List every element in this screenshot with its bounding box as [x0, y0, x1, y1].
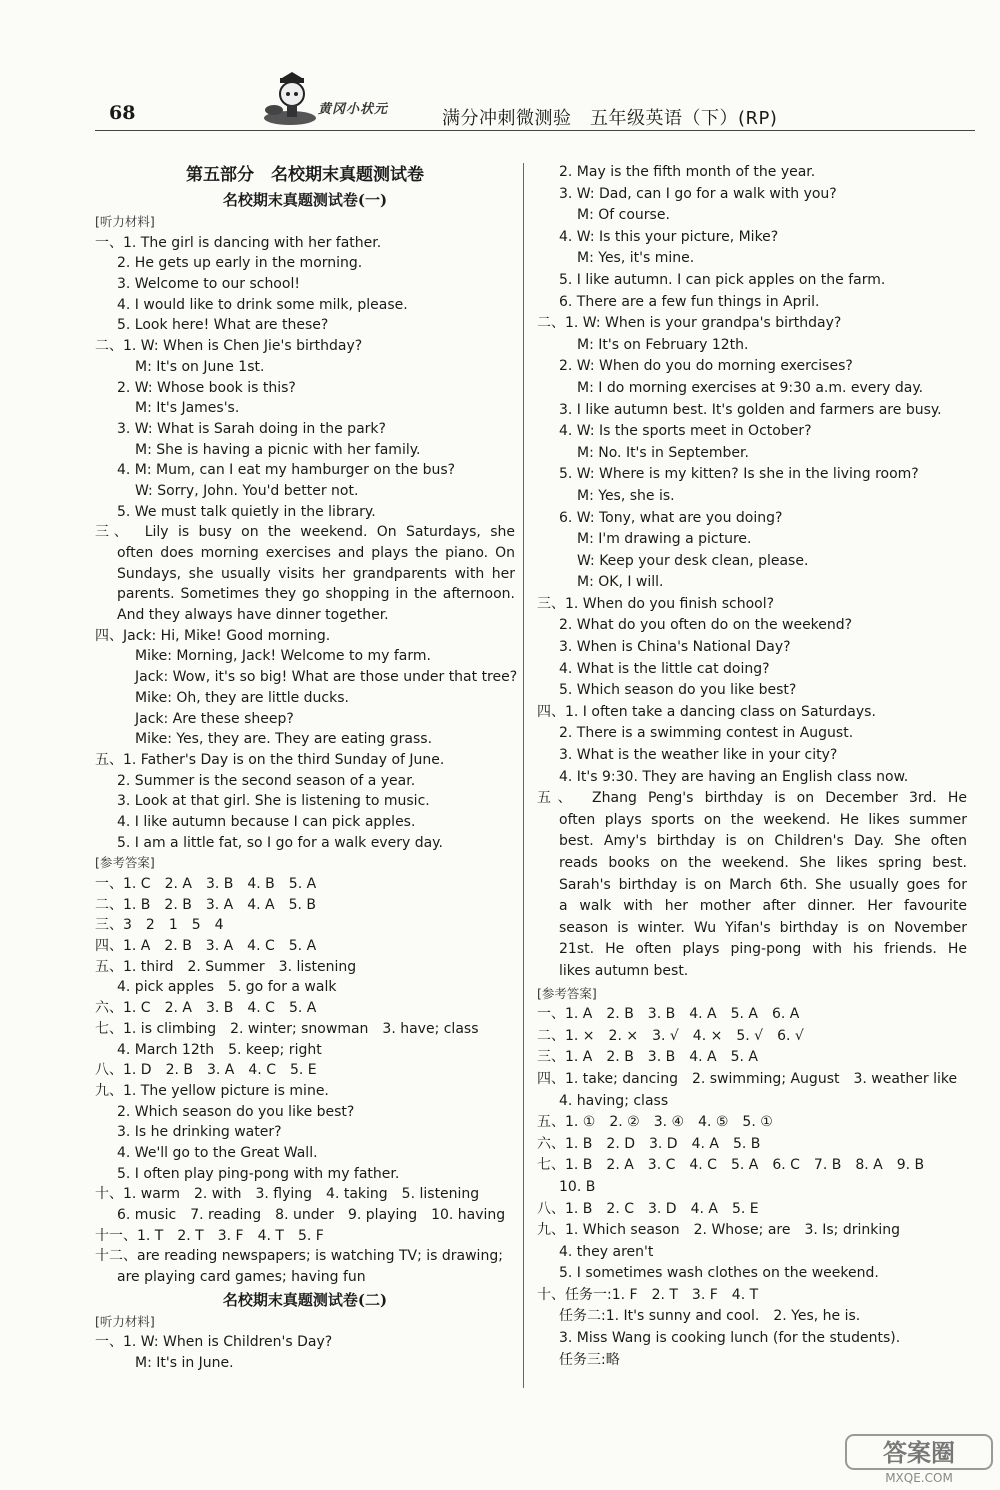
right-line-text: 一、1. A 2. B 3. B 4. A 5. A 6. A	[537, 1006, 800, 1023]
left-line-text: 2. He gets up early in the morning.	[117, 255, 363, 272]
left-line	[95, 750, 515, 771]
left-line-text: 5. I often play ping-pong with my father.	[117, 1165, 400, 1182]
right-line	[537, 1091, 967, 1113]
right-line-text: 6. There are a few fun things in April.	[559, 293, 820, 310]
left-line-text: 一、1. C 2. A 3. B 4. B 5. A	[95, 876, 317, 892]
left-line	[95, 1102, 515, 1123]
right-line	[537, 486, 967, 508]
right-line	[537, 400, 967, 422]
page-number: 68	[109, 102, 136, 124]
listening-material-tag: [听力材料]	[95, 214, 155, 229]
right-line	[537, 810, 967, 832]
right-line-text: 4. they aren't	[559, 1243, 654, 1260]
right-line-text: 六、1. B 2. D 3. D 4. A 5. B	[537, 1135, 761, 1152]
test2-title: 名校期末真题测试卷(二)	[222, 1290, 388, 1309]
left-line	[95, 1143, 515, 1164]
left-line-text: often does morning exercises and plays the piano. On	[117, 545, 515, 561]
right-line-text: W: Keep your desk clean, please.	[577, 552, 809, 569]
right-line	[537, 918, 967, 940]
left-line	[95, 357, 515, 378]
right-line-text: M: No. It's in September.	[577, 444, 749, 461]
left-line-text: 五、1. Father's Day is on the third Sunday of June.	[95, 751, 445, 768]
right-line	[537, 184, 967, 206]
left-line-text: 七、1. is climbing 2. winter; snowman 3. have; class	[95, 1020, 479, 1037]
left-line-text: 2. W: Whose book is this?	[117, 379, 296, 396]
right-line-text: likes autumn best.	[559, 962, 689, 979]
right-line-text: 5. Which season do you like best?	[559, 682, 797, 699]
right-line	[537, 1047, 967, 1069]
left-line-text: 三、3 2 1 5 4	[95, 917, 224, 934]
right-line	[537, 1004, 967, 1026]
right-line	[537, 1112, 967, 1134]
right-line-text: 2. What do you often do on the weekend?	[559, 617, 853, 634]
left-line	[95, 709, 515, 730]
left-line	[95, 791, 515, 812]
left-line-text: 3. Is he drinking water?	[117, 1124, 282, 1141]
right-line-text: [参考答案]	[537, 985, 597, 1001]
test1-title: 名校期末真题测试卷(一)	[222, 191, 388, 209]
right-line-text: 五、1. ① 2. ② 3. ④ 4. ⑤ 5. ①	[537, 1114, 773, 1131]
left-line	[95, 1060, 515, 1081]
left-line	[95, 895, 515, 916]
left-line	[95, 1184, 515, 1205]
left-line	[95, 688, 515, 709]
left2-line	[95, 1353, 515, 1374]
right-line	[537, 831, 967, 853]
right-line-text: 三、1. A 2. B 3. B 4. A 5. A	[537, 1049, 758, 1066]
right-line-text: 二、1. W: When is your grandpa's birthday?	[537, 315, 842, 332]
right-line-text: M: Yes, she is.	[577, 487, 675, 504]
right-line-text: 任务二:1. It's sunny and cool. 2. Yes, he is.	[559, 1308, 861, 1325]
right-line	[537, 788, 967, 810]
left-lines	[95, 233, 518, 1288]
left-line-text: 4. We'll go to the Great Wall.	[117, 1144, 318, 1161]
right-line	[537, 1199, 967, 1221]
left-line-text: M: She is having a picnic with her family.	[135, 441, 421, 458]
right-line	[537, 270, 967, 292]
right-line-text: 3. I like autumn best. It's golden and farmers are busy.	[559, 401, 942, 418]
right-line-text: 4. What is the little cat doing?	[559, 660, 770, 677]
left-line-text: are playing card games; having fun	[117, 1269, 366, 1286]
left-line-text: 2. Which season do you like best?	[117, 1103, 355, 1120]
right-line-text: 4. W: Is the sports meet in October?	[559, 423, 812, 440]
left2-line	[95, 1332, 515, 1353]
right-line-text: M: It's on February 12th.	[577, 336, 749, 353]
right-line-text: 任务三:略	[559, 1351, 620, 1368]
left-line	[95, 874, 515, 895]
right-line-text: season is winter. Wu Yifan's birthday is on November	[559, 919, 967, 936]
section-title: 第五部分 名校期末真题测试卷	[186, 165, 424, 185]
watermark-seal	[844, 1433, 994, 1485]
left-line	[95, 998, 515, 1019]
left-line-text: 4. I would like to drink some milk, please.	[117, 296, 408, 313]
left-line-text: Mike: Oh, they are little ducks.	[135, 689, 349, 706]
left-line	[95, 502, 515, 523]
right-line	[537, 205, 967, 227]
right-line	[537, 1069, 967, 1091]
left-line	[95, 315, 515, 336]
left-line	[95, 626, 515, 647]
left-line	[95, 233, 515, 254]
right-lines	[537, 162, 967, 1371]
right-line-text: 4. having; class	[559, 1092, 669, 1109]
left-line-text: 3. Look at that girl. She is listening to music.	[117, 793, 430, 810]
right-line-text: 七、1. B 2. A 3. C 4. C 5. A 6. C 7. B 8. A 9. B	[537, 1157, 925, 1174]
left-line	[95, 274, 515, 295]
left-lines-2	[95, 1332, 515, 1373]
right-line	[537, 615, 967, 637]
right-line-text: 10. B	[559, 1178, 596, 1195]
left-line	[95, 1246, 515, 1267]
right-line	[537, 292, 967, 314]
left-line	[95, 771, 515, 792]
left-line	[95, 564, 515, 585]
right-line-text: M: I'm drawing a picture.	[577, 531, 752, 548]
left-line	[95, 957, 515, 978]
left-line	[95, 522, 515, 543]
right-line	[537, 421, 967, 443]
right-line-text: 4. It's 9:30. They are having an English class now.	[559, 768, 909, 785]
left-line-text: 5. We must talk quietly in the library.	[117, 503, 376, 520]
right-line-text: 21st. He often plays ping-pong with his friends. He	[559, 941, 967, 958]
left-line-text: M: It's James's.	[135, 400, 240, 417]
left-line-text: 六、1. C 2. A 3. B 4. C 5. A	[95, 1000, 317, 1017]
right-line	[537, 896, 967, 918]
left-line	[95, 440, 515, 461]
svg-text:MXQE.COM: MXQE.COM	[885, 1471, 953, 1485]
right-line	[537, 1155, 967, 1177]
left-line-text: 四、Jack: Hi, Mike! Good morning.	[95, 627, 331, 644]
right-line-text: 八、1. B 2. C 3. D 4. A 5. E	[537, 1200, 759, 1217]
header-rule	[95, 130, 975, 131]
left-line-text: Mike: Yes, they are. They are eating grass.	[135, 731, 433, 748]
left-line	[95, 419, 515, 440]
left-line	[95, 398, 515, 419]
right-line	[537, 1242, 967, 1264]
right-line-text: a walk with her mother after dinner. Her favourite	[559, 898, 967, 915]
left-line-text: 2. Summer is the second season of a year.	[117, 772, 416, 789]
left-line-text: 八、1. D 2. B 3. A 4. C 5. E	[95, 1062, 317, 1079]
right-line	[537, 680, 967, 702]
right-line-text: 五、 Zhang Peng's birthday is on December 3rd. He	[537, 790, 967, 807]
right-line	[537, 637, 967, 659]
left-line	[95, 667, 518, 688]
cartoon-logo	[260, 70, 420, 130]
left-line-text: Jack: Are these sheep?	[135, 710, 294, 727]
left-line	[95, 1040, 515, 1061]
right-line-text: 5. I sometimes wash clothes on the weekend.	[559, 1265, 879, 1282]
left-line-text: 十二、are reading newspapers; is watching TV; is drawing;	[95, 1248, 503, 1265]
right-line	[537, 702, 967, 724]
left-line	[95, 646, 515, 667]
left-line	[95, 1267, 515, 1288]
right-line-text: 四、1. take; dancing 2. swimming; August 3. weather like	[537, 1070, 958, 1087]
left-line	[95, 915, 515, 936]
right-line-text: 5. I like autumn. I can pick apples on the farm.	[559, 271, 886, 288]
left-line	[95, 1205, 515, 1226]
left-line-text: Jack: Wow, it's so big! What are those under that tree?	[135, 669, 518, 686]
right-line-text: 6. W: Tony, what are you doing?	[559, 509, 783, 526]
right-line	[537, 1026, 967, 1048]
right-line	[537, 961, 967, 983]
left-line-text: 4. pick apples 5. go for a walk	[117, 979, 337, 996]
right-line	[537, 767, 967, 789]
right-line	[537, 1285, 967, 1307]
left-line	[95, 460, 515, 481]
right-line-text: 3. W: Dad, can I go for a walk with you?	[559, 185, 837, 202]
left-line	[95, 295, 515, 316]
right-line	[537, 529, 967, 551]
right-line	[537, 723, 967, 745]
left-line-text: 二、1. B 2. B 3. A 4. A 5. B	[95, 896, 317, 913]
right-line	[537, 313, 967, 335]
right-line	[537, 939, 967, 961]
right-line-text: 四、1. I often take a dancing class on Saturdays.	[537, 703, 876, 720]
left-line-text: 十一、1. T 2. T 3. F 4. T 5. F	[95, 1227, 324, 1244]
left-line-text: And they always have dinner together.	[117, 607, 389, 624]
right-line	[537, 1177, 967, 1199]
watermark-logo-icon	[844, 1433, 994, 1485]
right-line	[537, 356, 967, 378]
right-line-text: best. Amy's birthday is on Children's Day. She often	[559, 833, 967, 850]
left-line-text: W: Sorry, John. You'd better not.	[135, 482, 359, 499]
right-line	[537, 572, 967, 594]
right-line	[537, 335, 967, 357]
right-line-text: 3. What is the weather like in your city?	[559, 747, 838, 764]
header-title: 满分冲刺微测验 五年级英语（下）(RP)	[442, 108, 778, 129]
left-line-text: Mike: Morning, Jack! Welcome to my farm.	[135, 648, 431, 665]
left-line	[95, 1122, 515, 1143]
left-line-text: 3. W: What is Sarah doing in the park?	[117, 420, 386, 437]
right-line	[537, 378, 967, 400]
right-column	[537, 162, 967, 1371]
left-line	[95, 833, 515, 854]
right-line-text: 5. W: Where is my kitten? Is she in the living room?	[559, 466, 919, 483]
right-line-text: M: OK, I will.	[577, 574, 664, 591]
left2-line-text: 一、1. W: When is Children's Day?	[95, 1334, 333, 1351]
right-line-text: Sarah's birthday is on March 6th. She usually goes for	[559, 876, 967, 893]
page-header	[95, 70, 975, 132]
listening-material-tag-2: [听力材料]	[95, 1313, 155, 1329]
left-line-text: 一、1. The girl is dancing with her father.	[95, 234, 382, 251]
left-line	[95, 253, 515, 274]
right-line-text: 2. W: When do you do morning exercises?	[559, 358, 853, 375]
right-line-text: 二、1. × 2. × 3. √ 4. × 5. √ 6. √	[537, 1027, 804, 1044]
right-line	[537, 227, 967, 249]
left-line	[95, 936, 515, 957]
left-line-text: 4. M: Mum, can I eat my hamburger on the bus?	[117, 462, 456, 479]
left-line-text: 九、1. The yellow picture is mine.	[95, 1082, 329, 1099]
left-line	[95, 1081, 515, 1102]
right-line	[537, 1263, 967, 1285]
left-line-text: 4. March 12th 5. keep; right	[117, 1041, 322, 1058]
left-line	[95, 1019, 515, 1040]
right-line	[537, 551, 967, 573]
right-line	[537, 1306, 967, 1328]
logo-text: 黄冈小状元	[318, 102, 389, 117]
right-line-text: M: I do morning exercises at 9:30 a.m. every day.	[577, 379, 924, 396]
left-line-text: parents. Sometimes they go shopping in the afternoon.	[117, 586, 515, 603]
right-line	[537, 248, 967, 270]
left-line	[95, 378, 515, 399]
left-line	[95, 729, 515, 750]
left-line-text: 十、1. warm 2. with 3. flying 4. taking 5. listening	[95, 1186, 480, 1203]
right-line-text: 三、1. When do you finish school?	[537, 595, 775, 612]
right-line-text: 九、1. Which season 2. Whose; are 3. Is; drinking	[537, 1222, 901, 1239]
right-line	[537, 745, 967, 767]
left-line	[95, 584, 515, 605]
left-line-text: 二、1. W: When is Chen Jie's birthday?	[95, 338, 363, 355]
right-line-text: reads books on the weekend. She likes spring best.	[559, 855, 967, 871]
right-line	[537, 594, 967, 616]
left-line	[95, 812, 515, 833]
right-line-text: M: Of course.	[577, 207, 670, 224]
right-line-text: 3. Miss Wang is cooking lunch (for the students).	[559, 1330, 901, 1347]
right-line	[537, 875, 967, 897]
left-line-text: 5. Look here! What are these?	[117, 317, 329, 334]
right-line	[537, 983, 967, 1005]
right-line-text: 2. May is the fifth month of the year.	[559, 164, 816, 180]
left-line	[95, 977, 515, 998]
right-line	[537, 1350, 967, 1372]
left-line-text: 6. music 7. reading 8. under 9. playing 10. having	[117, 1207, 506, 1223]
right-line	[537, 1134, 967, 1156]
column-divider	[523, 163, 524, 1388]
left-line	[95, 543, 515, 564]
right-line	[537, 443, 967, 465]
left2-line-text: M: It's in June.	[135, 1355, 234, 1372]
left-line-text: 五、1. third 2. Summer 3. listening	[95, 958, 357, 975]
left-line-text: 5. I am a little fat, so I go for a walk every day.	[117, 834, 443, 851]
right-line	[537, 1220, 967, 1242]
right-line	[537, 464, 967, 486]
right-line-text: M: Yes, it's mine.	[577, 250, 695, 267]
left-line	[95, 1164, 515, 1185]
svg-text:答案圈: 答案圈	[883, 1439, 955, 1467]
left-line-text: 三、 Lily is busy on the weekend. On Saturdays, she	[95, 524, 515, 541]
left-line	[95, 853, 515, 874]
right-line-text: 4. W: Is this your picture, Mike?	[559, 228, 779, 245]
left-line	[95, 1226, 515, 1247]
left-line	[95, 605, 515, 626]
left-line-text: M: It's on June 1st.	[135, 358, 265, 375]
left-line-text: 3. Welcome to our school!	[117, 276, 300, 293]
right-line	[537, 659, 967, 681]
right-line	[537, 1328, 967, 1350]
left-line-text: [参考答案]	[95, 855, 155, 871]
left-line-text: 4. I like autumn because I can pick apples.	[117, 813, 416, 830]
left-line-text: 四、1. A 2. B 3. A 4. C 5. A	[95, 938, 317, 955]
right-line	[537, 162, 967, 184]
left-line	[95, 336, 515, 357]
right-line-text: 十、任务一:1. F 2. T 3. F 4. T	[537, 1286, 759, 1303]
right-line-text: often plays sports on the weekend. He likes summer	[559, 811, 967, 828]
left-line	[95, 481, 515, 502]
right-line	[537, 853, 967, 875]
left-column	[95, 162, 518, 1374]
right-line-text: 2. There is a swimming contest in August.	[559, 725, 854, 742]
right-line-text: 3. When is China's National Day?	[559, 639, 791, 656]
left-line-text: Sundays, she usually visits her grandparents with her	[117, 565, 515, 582]
right-line	[537, 508, 967, 530]
